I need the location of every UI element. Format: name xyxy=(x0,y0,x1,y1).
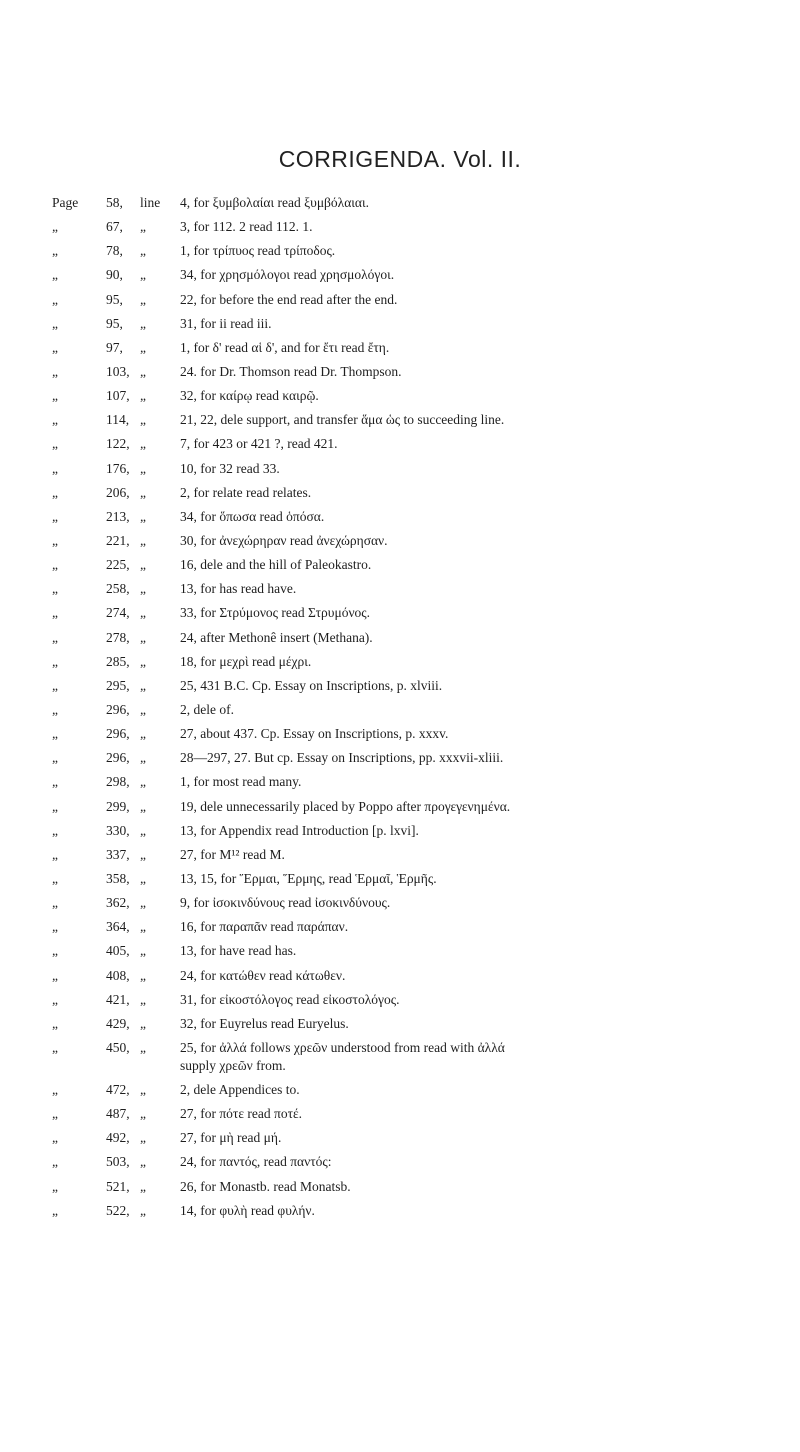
corrigendum-entry xyxy=(52,991,792,1015)
correction-text xyxy=(180,1129,792,1147)
correction-text xyxy=(180,1153,792,1171)
correction-body: dele unnecessarily placed by Poppo after προγεγενημένα. xyxy=(200,798,511,814)
line-number: 10, xyxy=(180,460,197,476)
corrigendum-entry xyxy=(52,1015,792,1039)
ditto-mark: „ xyxy=(140,653,146,669)
ditto-mark: „ xyxy=(52,267,58,283)
corrigendum-entry xyxy=(52,291,792,315)
correction-text xyxy=(180,218,792,236)
correction-body: for Dr. Thomson read Dr. Thompson. xyxy=(200,363,402,379)
page-number: 103, xyxy=(106,363,130,379)
corrigendum-entry xyxy=(52,532,792,556)
ditto-mark: „ xyxy=(52,1154,58,1170)
ditto-mark: „ xyxy=(52,822,58,838)
corrigendum-entry xyxy=(52,725,792,749)
correction-body: dele Appendices to. xyxy=(193,1082,300,1098)
ditto-mark: „ xyxy=(52,291,58,307)
ditto-mark: „ xyxy=(140,846,146,862)
page-number: 278, xyxy=(106,629,130,645)
ditto-mark: „ xyxy=(140,363,146,379)
page-number: 95, xyxy=(106,291,123,307)
correction-body: for have read has. xyxy=(200,943,297,959)
correction-body: for ἀνεχώρηραν read ἀνεχώρησαν. xyxy=(200,532,388,548)
correction-text xyxy=(180,967,792,985)
correction-body: for ἀλλά follows χρεῶν understood from read with ἀλλά xyxy=(200,1039,505,1055)
line-number: 22, xyxy=(180,291,197,307)
correction-body: 431 B.C. Cp. Essay on Inscriptions, p. xlviii. xyxy=(200,677,443,693)
page-number: 521, xyxy=(106,1178,130,1194)
ditto-mark: „ xyxy=(140,991,146,1007)
correction-body: for ξυμβολαίαι read ξυμβόλαιαι. xyxy=(193,195,369,210)
corrigendum-entry xyxy=(52,218,792,242)
correction-text xyxy=(180,291,792,309)
ditto-mark: „ xyxy=(140,1106,146,1122)
ditto-mark: „ xyxy=(52,1178,58,1194)
correction-body: for μεχρὶ read μέχρι. xyxy=(200,653,312,669)
correction-body: for παντός, read παντός: xyxy=(200,1154,332,1170)
ditto-mark: „ xyxy=(52,1106,58,1122)
page-number: 285, xyxy=(106,653,130,669)
ditto-mark: „ xyxy=(52,1015,58,1031)
ditto-mark: „ xyxy=(140,315,146,331)
correction-text xyxy=(180,749,792,767)
ditto-mark: „ xyxy=(52,581,58,597)
corrigendum-entry xyxy=(52,798,792,822)
corrigendum-entry xyxy=(52,967,792,991)
page-number: 78, xyxy=(106,243,123,259)
page-number: 122, xyxy=(106,436,130,452)
corrigendum-entry xyxy=(52,556,792,580)
line-number: 2, xyxy=(180,1082,191,1098)
ditto-mark: „ xyxy=(52,846,58,862)
page-number: 522, xyxy=(106,1202,130,1218)
ditto-mark: „ xyxy=(140,508,146,524)
correction-body: for κατώθεν read κάτωθεν. xyxy=(200,967,346,983)
ditto-mark: „ xyxy=(52,750,58,766)
corrigendum-entry xyxy=(52,846,792,870)
line-number: 32, xyxy=(180,388,197,404)
line-number: 2, xyxy=(180,701,191,717)
line-number: 14, xyxy=(180,1202,197,1218)
line-number: 31, xyxy=(180,315,197,331)
ditto-mark: „ xyxy=(52,436,58,452)
correction-text xyxy=(180,773,792,791)
ditto-mark: „ xyxy=(52,774,58,790)
page-number: 450, xyxy=(106,1039,130,1055)
corrigendum-entry xyxy=(52,677,792,701)
page-number: 221, xyxy=(106,532,130,548)
line-number: 21, 22, xyxy=(180,412,218,428)
correction-text xyxy=(180,435,792,453)
correction-body: for ii read iii. xyxy=(200,315,272,331)
corrigendum-entry xyxy=(52,435,792,459)
correction-body: for Monastb. read Monatsb. xyxy=(200,1178,351,1194)
correction-text xyxy=(180,629,792,647)
line-number: 34, xyxy=(180,508,197,524)
ditto-mark: „ xyxy=(52,219,58,235)
correction-text xyxy=(180,387,792,405)
page-number: 429, xyxy=(106,1015,130,1031)
line-number: 33, xyxy=(180,605,197,621)
corrigendum-entry xyxy=(52,484,792,508)
line-number: 2, xyxy=(180,484,191,500)
correction-text xyxy=(180,194,792,212)
line-number: 32, xyxy=(180,1015,197,1031)
correction-text xyxy=(180,701,792,719)
correction-body: for μὴ read μή. xyxy=(200,1130,282,1146)
line-number: 27, xyxy=(180,846,197,862)
correction-body: about 437. Cp. Essay on Inscriptions, p. xxxv. xyxy=(200,726,449,742)
correction-text xyxy=(180,411,792,429)
line-number: 24, xyxy=(180,1154,197,1170)
ditto-mark: „ xyxy=(52,388,58,404)
line-number: 18, xyxy=(180,653,197,669)
correction-text xyxy=(180,677,792,695)
corrigendum-entry xyxy=(52,1202,792,1226)
correction-text xyxy=(180,484,792,502)
corrigendum-entry xyxy=(52,822,792,846)
correction-text xyxy=(180,653,792,671)
ditto-mark: „ xyxy=(52,895,58,911)
corrigendum-entry xyxy=(52,894,792,918)
line-number: 24, xyxy=(180,967,197,983)
line-number: 27, xyxy=(180,1106,197,1122)
page-label: Page xyxy=(52,195,79,210)
page-number: 405, xyxy=(106,943,130,959)
correction-text xyxy=(180,1039,792,1075)
correction-text xyxy=(180,846,792,864)
ditto-mark: „ xyxy=(140,895,146,911)
line-number: 9, xyxy=(180,895,191,911)
ditto-mark: „ xyxy=(52,412,58,428)
ditto-mark: „ xyxy=(140,943,146,959)
corrigenda-list xyxy=(52,194,792,1226)
page-number: 298, xyxy=(106,774,130,790)
correction-text xyxy=(180,1105,792,1123)
ditto-mark: „ xyxy=(140,267,146,283)
correction-body: dele and the hill of Paleokastro. xyxy=(200,557,372,573)
corrigendum-entry xyxy=(52,339,792,363)
page-number: 296, xyxy=(106,726,130,742)
ditto-mark: „ xyxy=(52,1130,58,1146)
ditto-mark: „ xyxy=(140,412,146,428)
line-number: 19, xyxy=(180,798,197,814)
line-number: 31, xyxy=(180,991,197,1007)
page-number: 258, xyxy=(106,581,130,597)
correction-text xyxy=(180,580,792,598)
line-number: 28—297, 27. xyxy=(180,750,251,766)
correction-text xyxy=(180,1015,792,1033)
page-number: 58, xyxy=(106,195,123,210)
correction-body: for M¹² read M. xyxy=(200,846,285,862)
corrigendum-entry xyxy=(52,629,792,653)
ditto-mark: „ xyxy=(140,460,146,476)
corrigendum-entry xyxy=(52,1153,792,1177)
line-number: 4, xyxy=(180,195,191,210)
corrigendum-entry xyxy=(52,580,792,604)
ditto-mark: „ xyxy=(52,629,58,645)
page-number: 503, xyxy=(106,1154,130,1170)
ditto-mark: „ xyxy=(52,653,58,669)
ditto-mark: „ xyxy=(140,388,146,404)
correction-body: for πότε read ποτέ. xyxy=(200,1106,303,1122)
correction-text xyxy=(180,1202,792,1220)
ditto-mark: „ xyxy=(52,460,58,476)
corrigendum-entry xyxy=(52,942,792,966)
page-number: 114, xyxy=(106,412,130,428)
page-number: 358, xyxy=(106,870,130,886)
ditto-mark: „ xyxy=(52,943,58,959)
correction-text xyxy=(180,556,792,574)
ditto-mark: „ xyxy=(52,532,58,548)
page-number: 408, xyxy=(106,967,130,983)
correction-text xyxy=(180,870,792,888)
corrigendum-entry xyxy=(52,315,792,339)
correction-continuation: supply χρεῶν from. xyxy=(180,1057,286,1073)
page-title: CORRIGENDA. Vol. II. xyxy=(278,146,522,172)
ditto-mark: „ xyxy=(140,436,146,452)
ditto-mark: „ xyxy=(140,557,146,573)
line-number: 24, xyxy=(180,629,197,645)
correction-body: for φυλὴ read φυλήν. xyxy=(200,1202,315,1218)
corrigendum-entry xyxy=(52,460,792,484)
corrigendum-entry xyxy=(52,1105,792,1129)
page-number: 472, xyxy=(106,1082,130,1098)
page-number: 330, xyxy=(106,822,130,838)
line-number: 16, xyxy=(180,557,197,573)
correction-body: for τρίπυος read τρίποδος. xyxy=(193,243,336,259)
correction-body: for ἰσοκινδύνους read ἰσοκινδύνους. xyxy=(193,895,391,911)
ditto-mark: „ xyxy=(52,798,58,814)
ditto-mark: „ xyxy=(140,1039,146,1055)
line-number: 25, xyxy=(180,677,197,693)
ditto-mark: „ xyxy=(52,919,58,935)
corrigendum-entry xyxy=(52,701,792,725)
ditto-mark: „ xyxy=(140,677,146,693)
ditto-mark: „ xyxy=(140,1154,146,1170)
corrigendum-entry xyxy=(52,1178,792,1202)
corrigendum-entry xyxy=(52,1129,792,1153)
correction-body: for Ἕρμαι, Ἕρμης, read Ἑρμαῖ, Ἑρμῆς. xyxy=(220,870,437,886)
ditto-mark: „ xyxy=(52,726,58,742)
corrigendum-entry xyxy=(52,194,792,218)
ditto-mark: „ xyxy=(140,726,146,742)
correction-body: for 423 or 421 ?, read 421. xyxy=(193,436,338,452)
page-number: 107, xyxy=(106,388,130,404)
correction-text xyxy=(180,991,792,1009)
page-number: 337, xyxy=(106,846,130,862)
correction-text xyxy=(180,363,792,381)
line-number: 3, xyxy=(180,219,191,235)
correction-text xyxy=(180,315,792,333)
corrigendum-entry xyxy=(52,604,792,628)
correction-body: for Appendix read Introduction [p. lxvi]. xyxy=(200,822,419,838)
corrigendum-entry xyxy=(52,266,792,290)
correction-text xyxy=(180,460,792,478)
page-number: 97, xyxy=(106,339,123,355)
page-number: 299, xyxy=(106,798,130,814)
correction-text xyxy=(180,1178,792,1196)
page-number: 176, xyxy=(106,460,130,476)
ditto-mark: „ xyxy=(52,339,58,355)
ditto-mark: „ xyxy=(140,1130,146,1146)
ditto-mark: „ xyxy=(140,967,146,983)
line-number: 30, xyxy=(180,532,197,548)
ditto-mark: „ xyxy=(52,991,58,1007)
correction-body: for καίρῳ read καιρῷ. xyxy=(200,388,319,404)
correction-body: dele of. xyxy=(193,701,234,717)
page-number: 421, xyxy=(106,991,130,1007)
corrigendum-entry xyxy=(52,918,792,942)
ditto-mark: „ xyxy=(140,750,146,766)
correction-text xyxy=(180,798,792,816)
correction-text xyxy=(180,532,792,550)
ditto-mark: „ xyxy=(140,1015,146,1031)
line-number: 1, xyxy=(180,339,191,355)
correction-text xyxy=(180,339,792,357)
corrigendum-entry xyxy=(52,1039,792,1081)
correction-text xyxy=(180,242,792,260)
correction-body: after Methonê insert (Methana). xyxy=(200,629,373,645)
ditto-mark: „ xyxy=(140,629,146,645)
ditto-mark: „ xyxy=(140,339,146,355)
line-number: 1, xyxy=(180,774,191,790)
correction-body: for ὅπωσα read ὁπόσα. xyxy=(200,508,325,524)
line-label: line xyxy=(140,195,161,210)
page-number: 487, xyxy=(106,1106,130,1122)
ditto-mark: „ xyxy=(140,484,146,500)
line-number: 34, xyxy=(180,267,197,283)
correction-body: for before the end read after the end. xyxy=(200,291,398,307)
corrigendum-entry xyxy=(52,653,792,677)
correction-text xyxy=(180,1081,792,1099)
line-number: 13, xyxy=(180,581,197,597)
line-number: 24. xyxy=(180,363,197,379)
correction-body: for Euyrelus read Euryelus. xyxy=(200,1015,349,1031)
corrigendum-entry xyxy=(52,749,792,773)
corrigendum-entry xyxy=(52,870,792,894)
correction-text xyxy=(180,604,792,622)
line-number: 25, xyxy=(180,1039,197,1055)
line-number: 13, 15, xyxy=(180,870,218,886)
corrigendum-entry xyxy=(52,363,792,387)
correction-text xyxy=(180,822,792,840)
page-number: 295, xyxy=(106,677,130,693)
ditto-mark: „ xyxy=(52,1202,58,1218)
correction-text xyxy=(180,725,792,743)
line-number: 16, xyxy=(180,919,197,935)
correction-body: for Στρύμονος read Στρυμόνος. xyxy=(200,605,371,621)
line-number: 7, xyxy=(180,436,191,452)
ditto-mark: „ xyxy=(140,1202,146,1218)
correction-body: for εἰκοστόλογος read εἰκοστολόγος. xyxy=(200,991,400,1007)
correction-body: for 112. 2 read 112. 1. xyxy=(193,219,313,235)
ditto-mark: „ xyxy=(140,532,146,548)
ditto-mark: „ xyxy=(52,315,58,331)
correction-text xyxy=(180,894,792,912)
page-number: 213, xyxy=(106,508,130,524)
correction-body: for χρησμόλογοι read χρησμολόγοι. xyxy=(200,267,395,283)
corrigendum-entry xyxy=(52,508,792,532)
line-number: 27, xyxy=(180,726,197,742)
line-number: 27, xyxy=(180,1130,197,1146)
correction-body: for παραπᾶν read παράπαν. xyxy=(200,919,349,935)
ditto-mark: „ xyxy=(52,605,58,621)
page-number: 225, xyxy=(106,557,130,573)
ditto-mark: „ xyxy=(52,967,58,983)
correction-body: for δ' read αἱ δ', and for ἔτι read ἔτη. xyxy=(193,339,390,355)
line-number: 1, xyxy=(180,243,191,259)
correction-body: for relate read relates. xyxy=(193,484,312,500)
ditto-mark: „ xyxy=(140,701,146,717)
correction-body: But cp. Essay on Inscriptions, pp. xxxvii-xliii. xyxy=(254,750,504,766)
ditto-mark: „ xyxy=(52,870,58,886)
ditto-mark: „ xyxy=(52,701,58,717)
correction-text xyxy=(180,918,792,936)
line-number: 13, xyxy=(180,822,197,838)
ditto-mark: „ xyxy=(140,605,146,621)
correction-body: dele support, and transfer ἅμα ὡς to succeeding line. xyxy=(220,412,505,428)
line-number: 13, xyxy=(180,943,197,959)
correction-text xyxy=(180,266,792,284)
line-number: 26, xyxy=(180,1178,197,1194)
ditto-mark: „ xyxy=(52,677,58,693)
ditto-mark: „ xyxy=(140,774,146,790)
corrigendum-entry xyxy=(52,387,792,411)
corrigendum-entry xyxy=(52,242,792,266)
ditto-mark: „ xyxy=(52,508,58,524)
corrigendum-entry xyxy=(52,773,792,797)
page-number: 95, xyxy=(106,315,123,331)
correction-body: for most read many. xyxy=(193,774,302,790)
ditto-mark: „ xyxy=(52,1039,58,1055)
ditto-mark: „ xyxy=(140,219,146,235)
ditto-mark: „ xyxy=(52,243,58,259)
ditto-mark: „ xyxy=(140,870,146,886)
page-number: 90, xyxy=(106,267,123,283)
ditto-mark: „ xyxy=(140,919,146,935)
correction-text xyxy=(180,942,792,960)
correction-text xyxy=(180,508,792,526)
page-number: 67, xyxy=(106,219,123,235)
ditto-mark: „ xyxy=(52,484,58,500)
ditto-mark: „ xyxy=(52,1082,58,1098)
ditto-mark: „ xyxy=(140,1178,146,1194)
ditto-mark: „ xyxy=(140,798,146,814)
page-number: 492, xyxy=(106,1130,130,1146)
page-number: 206, xyxy=(106,484,130,500)
ditto-mark: „ xyxy=(140,822,146,838)
ditto-mark: „ xyxy=(140,243,146,259)
page-number: 274, xyxy=(106,605,130,621)
correction-body: for has read have. xyxy=(200,581,297,597)
ditto-mark: „ xyxy=(52,557,58,573)
page-number: 296, xyxy=(106,750,130,766)
page-number: 296, xyxy=(106,701,130,717)
page-number: 364, xyxy=(106,919,130,935)
ditto-mark: „ xyxy=(140,1082,146,1098)
ditto-mark: „ xyxy=(140,581,146,597)
corrigendum-entry xyxy=(52,411,792,435)
page-number: 362, xyxy=(106,895,130,911)
ditto-mark: „ xyxy=(140,291,146,307)
correction-body: for 32 read 33. xyxy=(200,460,280,476)
ditto-mark: „ xyxy=(52,363,58,379)
corrigendum-entry xyxy=(52,1081,792,1105)
